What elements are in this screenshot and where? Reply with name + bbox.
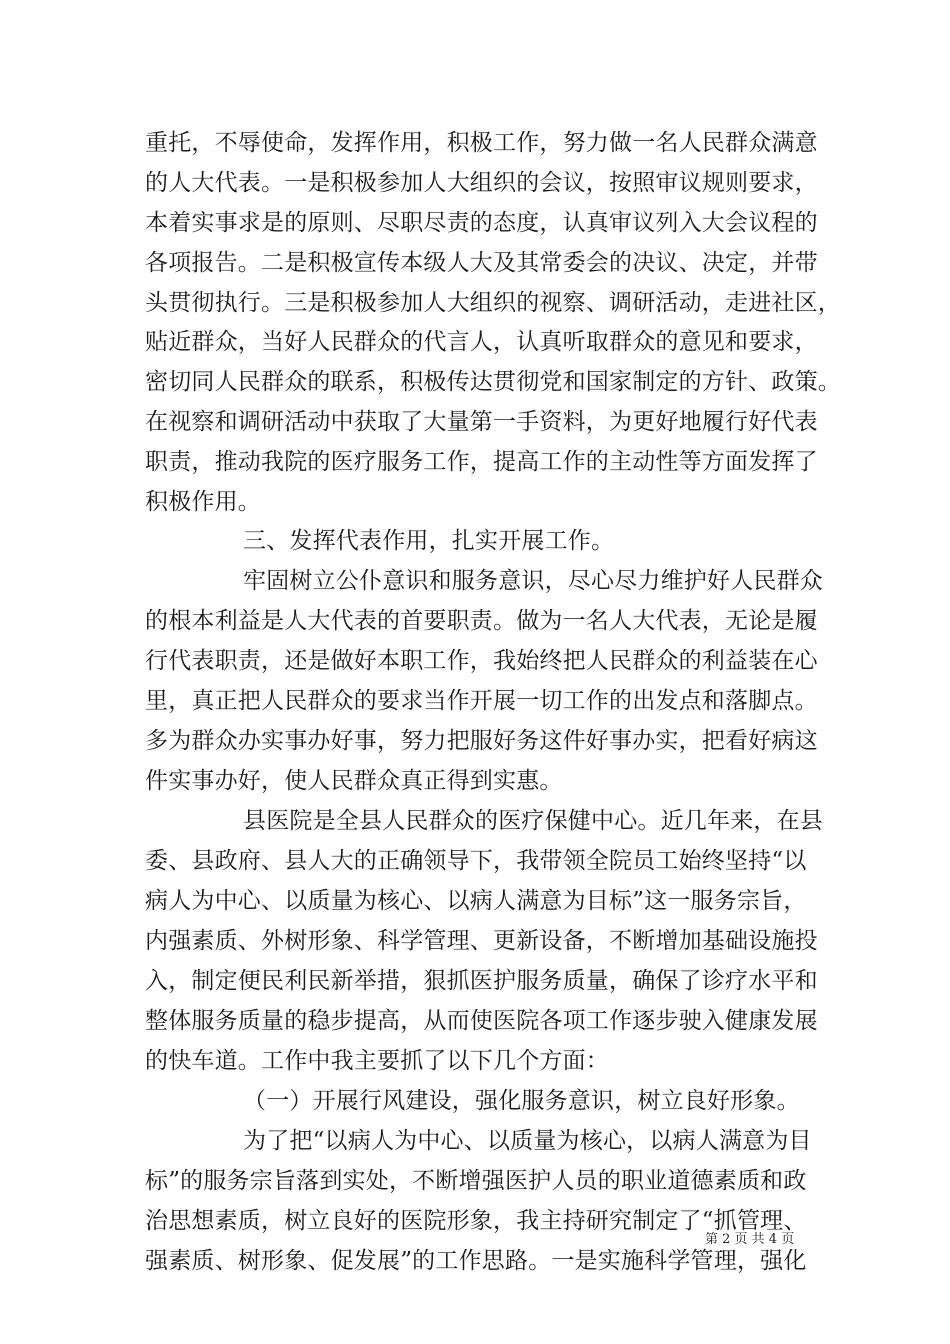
body-text-line: 里，真正把人民群众的要求当作开展一切工作的出发点和落脚点。 [145, 688, 818, 714]
body-text-line: 行代表职责，还是做好本职工作，我始终把人民群众的利益装在心 [145, 648, 818, 674]
body-text-line: 积极作用。 [145, 489, 261, 515]
body-text-line: 强素质、树形象、促发展”的工作思路。一是实施科学管理，强化 [145, 1248, 807, 1274]
paragraph-first-line: 牢固树立公仆意识和服务意识，尽心尽力维护好人民群众 [243, 568, 823, 594]
body-text-line: 本着实事求是的原则、尽职尽责的态度，认真审议列入大会议程的 [145, 210, 818, 236]
body-text-line: 头贯彻执行。三是积极参加人大组织的视察、调研活动，走进社区， [145, 290, 841, 316]
body-text-line: 在视察和调研活动中获取了大量第一手资料，为更好地履行好代表 [145, 409, 818, 435]
body-text-line: 的快车道。工作中我主要抓了以下几个方面： [145, 1048, 609, 1074]
body-text-line: 标”的服务宗旨落到实处，不断增强医护人员的职业道德素质和政 [145, 1168, 807, 1194]
subsection-heading: （一）开展行风建设，强化服务意识，树立良好形象。 [243, 1088, 800, 1114]
body-text-line: 多为群众办实事办好事，努力把服好务这件好事办实，把看好病这 [145, 728, 818, 754]
body-text-line: 职责，推动我院的医疗服务工作，提高工作的主动性等方面发挥了 [145, 449, 818, 475]
body-text-line: 病人为中心、以质量为核心、以病人满意为目标”这一服务宗旨， [145, 888, 807, 914]
body-text-line: 各项报告。二是积极宣传本级人大及其常委会的决议、决定，并带 [145, 250, 818, 276]
body-text-line: 整体服务质量的稳步提高，从而使医院各项工作逐步驶入健康发展 [145, 1008, 818, 1034]
body-text-line: 件实事办好，使人民群众真正得到实惠。 [145, 768, 563, 794]
body-text-line: 的人大代表。一是积极参加人大组织的会议，按照审议规则要求， [145, 170, 818, 196]
body-text-line: 重托，不辱使命，发挥作用，积极工作，努力做一名人民群众满意 [145, 130, 818, 156]
section-heading: 三、发挥代表作用，扎实开展工作。 [243, 528, 615, 554]
body-text-line: 贴近群众，当好人民群众的代言人，认真听取群众的意见和要求， [145, 329, 818, 355]
body-text-line: 内强素质、外树形象、科学管理、更新设备，不断增加基础设施投 [145, 928, 818, 954]
body-text-line: 的根本利益是人大代表的首要职责。做为一名人大代表，无论是履 [145, 608, 818, 634]
paragraph-first-line: 县医院是全县人民群众的医疗保健中心。近几年来，在县 [243, 808, 823, 834]
page-number-footer: 第 2 页 共 4 页 [705, 1232, 795, 1247]
body-text-line: 委、县政府、县人大的正确领导下，我带领全院员工始终坚持“以 [145, 848, 807, 874]
body-text-line: 密切同人民群众的联系，积极传达贯彻党和国家制定的方针、政策。 [145, 369, 841, 395]
body-text-line: 入，制定便民利民新举措，狠抓医护服务质量，确保了诊疗水平和 [145, 968, 818, 994]
paragraph-first-line: 为了把“以病人为中心、以质量为核心，以病人满意为目 [243, 1128, 812, 1154]
body-text-line: 治思想素质，树立良好的医院形象，我主持研究制定了“抓管理、 [145, 1208, 807, 1234]
